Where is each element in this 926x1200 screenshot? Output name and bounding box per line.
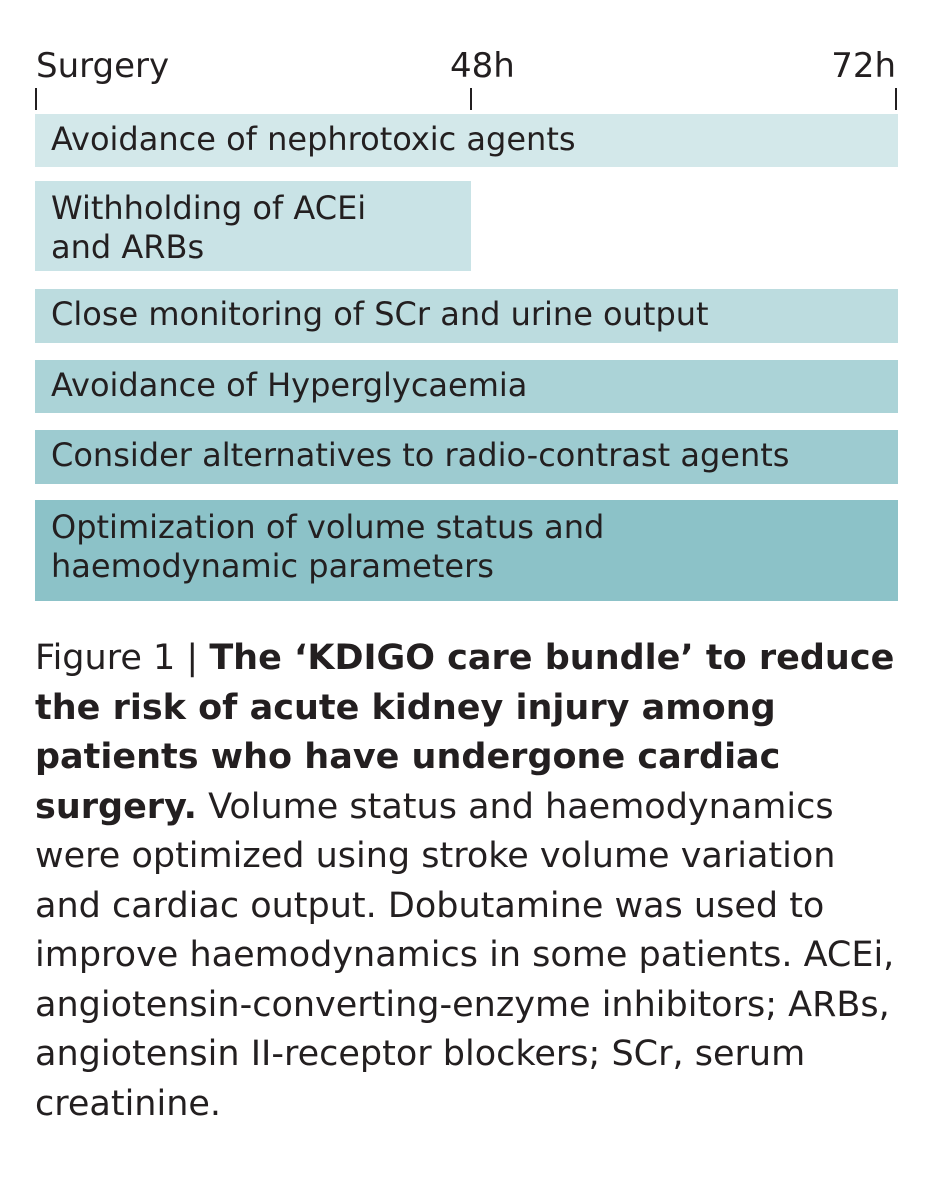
timeline-48h-tick [470, 88, 472, 110]
bar-radio-contrast [35, 430, 898, 484]
bar-label-line: Avoidance of nephrotoxic agents [51, 120, 576, 158]
bar-monitoring-scr-urine [35, 289, 898, 343]
timeline-72h-label: 72h [831, 46, 896, 86]
bar-label-line: Close monitoring of SCr and urine output [51, 295, 709, 333]
timeline-start-label: Surgery [36, 46, 170, 86]
bar-label-line: Optimization of volume status and [51, 508, 605, 546]
figure-body: Volume status and haemodynamics were optimized using stroke volume variation and cardiac output. Dobutamine was used to improve haemodynamics in some patients. ACEi, angiotensin-converting-enzyme inhibitors; ARBs, angiotensin II-receptor blockers; SCr, serum creatinine. [35, 786, 895, 1124]
bar-withholding-acei-arbs [35, 181, 471, 271]
bar-volume-haemodynamics [35, 500, 898, 601]
bar-hyperglycaemia [35, 360, 898, 413]
timeline-start-tick [35, 88, 37, 110]
bar-label-line: and ARBs [51, 228, 205, 266]
bar-label-line: haemodynamic parameters [51, 547, 494, 585]
timeline-axis [0, 0, 926, 120]
bar-label-line: Withholding of ACEi [51, 189, 367, 227]
bar-label-line: Avoidance of Hyperglycaemia [51, 366, 528, 404]
bar-nephrotoxic-agents [35, 114, 898, 167]
timeline-48h-label: 48h [450, 46, 515, 86]
figure-caption [35, 634, 905, 1129]
figure-title: The ‘KDIGO care bundle’ to reduce the risk of acute kidney injury among patients who have undergone cardiac surgery. [35, 638, 895, 827]
bar-label-line: Consider alternatives to radio-contrast agents [51, 436, 790, 474]
figure-label: Figure 1 | [35, 638, 210, 678]
timeline-72h-tick [895, 88, 897, 110]
